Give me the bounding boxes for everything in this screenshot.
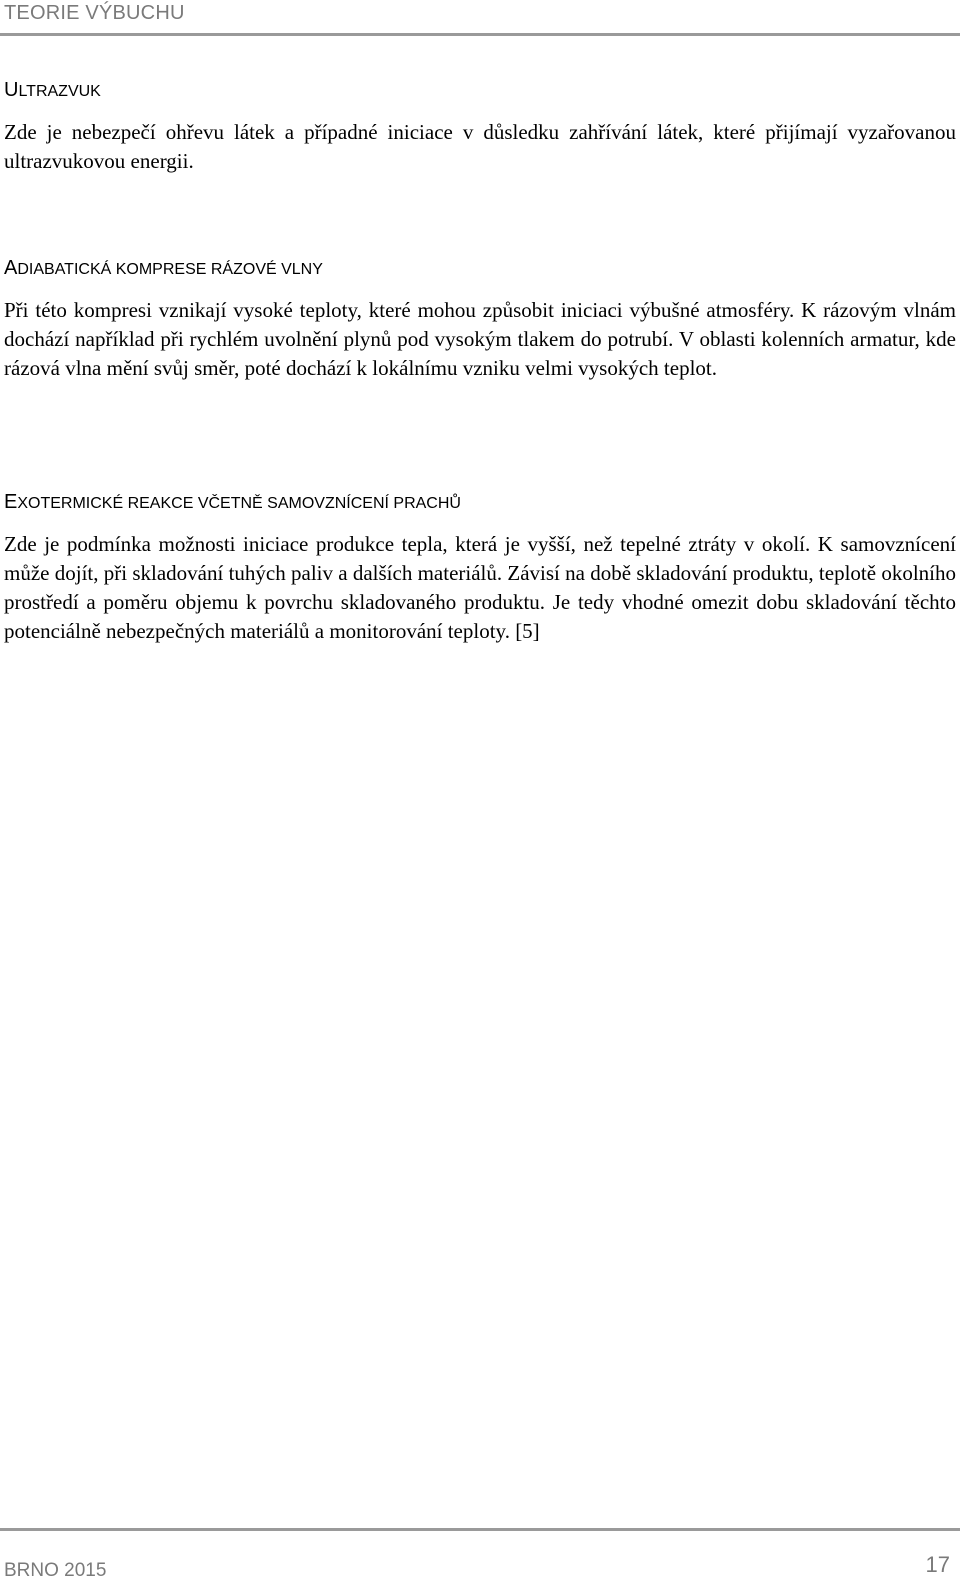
heading-rest: XOTERMICKÉ REAKCE VČETNĚ SAMOVZNÍCENÍ PRACHŮ xyxy=(17,495,461,512)
heading-initial: U xyxy=(4,79,19,101)
section-heading xyxy=(4,78,956,104)
running-header-title: TEORIE VÝBUCHU xyxy=(4,2,185,24)
heading-rest: DIABATICKÁ KOMPRESE RÁZOVÉ VLNY xyxy=(17,261,323,278)
footer-divider xyxy=(0,1528,960,1531)
header-divider xyxy=(0,33,960,36)
heading-rest: LTRAZVUK xyxy=(18,83,101,100)
section-paragraph: Při této kompresi vznikají vysoké teploty, které mohou způsobit iniciaci výbušné atmosféry. K rázovým vlnám dochází například při rychlém uvolnění plynů pod vysokým tlakem do potrubí. V oblasti kolenních armatur, kde rázová vlna mění svůj směr, poté dochází k lokálnímu vzniku velmi vysokých teplot. xyxy=(4,298,956,380)
section-heading xyxy=(4,256,956,282)
section-paragraph: Zde je podmínka možnosti iniciace produkce tepla, která je vyšší, než tepelné ztráty v okolí. K samovznícení může dojít, při skladování tuhých paliv a dalších materiálů. Závisí na době skladování produktu, teplotě okolního prostředí a poměru objemu k povrchu skladovaného produktu. Je tedy vhodné omezit dobu skladování těchto potenciálně nebezpečných materiálů a monitorování teploty. [5] xyxy=(4,532,956,643)
section-exotermicke-reakce xyxy=(4,490,956,646)
page-number: 17 xyxy=(925,1552,950,1577)
section-heading xyxy=(4,490,956,516)
section-ultrazvuk xyxy=(4,78,956,176)
section-adiabaticka-komprese xyxy=(4,256,956,383)
heading-initial: E xyxy=(4,491,18,513)
heading-initial: A xyxy=(4,257,18,279)
section-paragraph: Zde je nebezpečí ohřevu látek a případné iniciace v důsledku zahřívání látek, které přijímají vyzařovanou ultrazvukovou energii. xyxy=(4,120,956,173)
footer-location-year: BRNO 2015 xyxy=(4,1560,107,1581)
